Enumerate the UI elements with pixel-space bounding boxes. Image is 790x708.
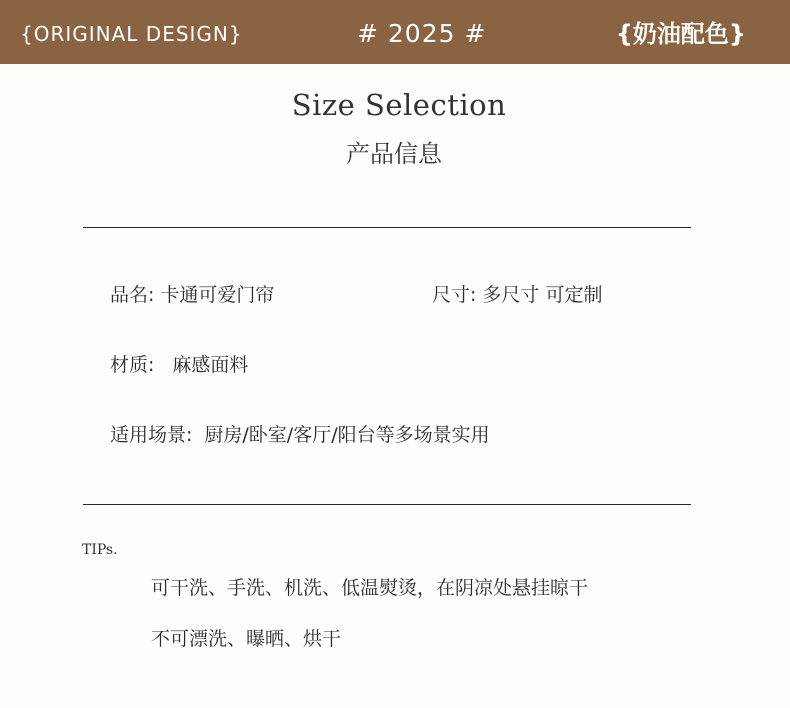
banner-year-text: # 2025 # [357, 19, 487, 48]
product-size-label: 尺寸: [432, 284, 477, 306]
product-scene-label: 适用场景: [110, 424, 193, 446]
care-tip: 可干洗、手洗、机洗、低温熨烫，在阴凉处悬挂晾干 [151, 577, 589, 599]
product-material-label: 材质: [110, 354, 155, 376]
section-title-english: Size Selection [291, 88, 507, 122]
section-title-chinese: 产品信息 [346, 140, 442, 168]
product-material-row [110, 350, 248, 377]
product-material-value: 麻感面料 [172, 354, 249, 376]
top-divider [83, 227, 691, 228]
product-name-row [110, 280, 274, 307]
product-size-row [432, 280, 602, 307]
product-scene-row [110, 420, 490, 447]
banner-original-design-text: {ORIGINAL DESIGN} [20, 22, 243, 46]
top-banner [0, 0, 790, 64]
product-name-label: 品名: [110, 284, 155, 306]
tips-label: TIPs. [82, 542, 118, 558]
product-scene-value: 厨房/卧室/客厅/阳台等多场景实用 [204, 424, 490, 446]
product-size-value: 多尺寸 可定制 [482, 284, 603, 306]
bottom-divider [83, 504, 691, 505]
care-tip: 不可漂洗、曝晒、烘干 [151, 628, 342, 650]
banner-color-scheme-text: {奶油配色} [615, 20, 746, 48]
product-name-value: 卡通可爱门帘 [160, 284, 275, 306]
